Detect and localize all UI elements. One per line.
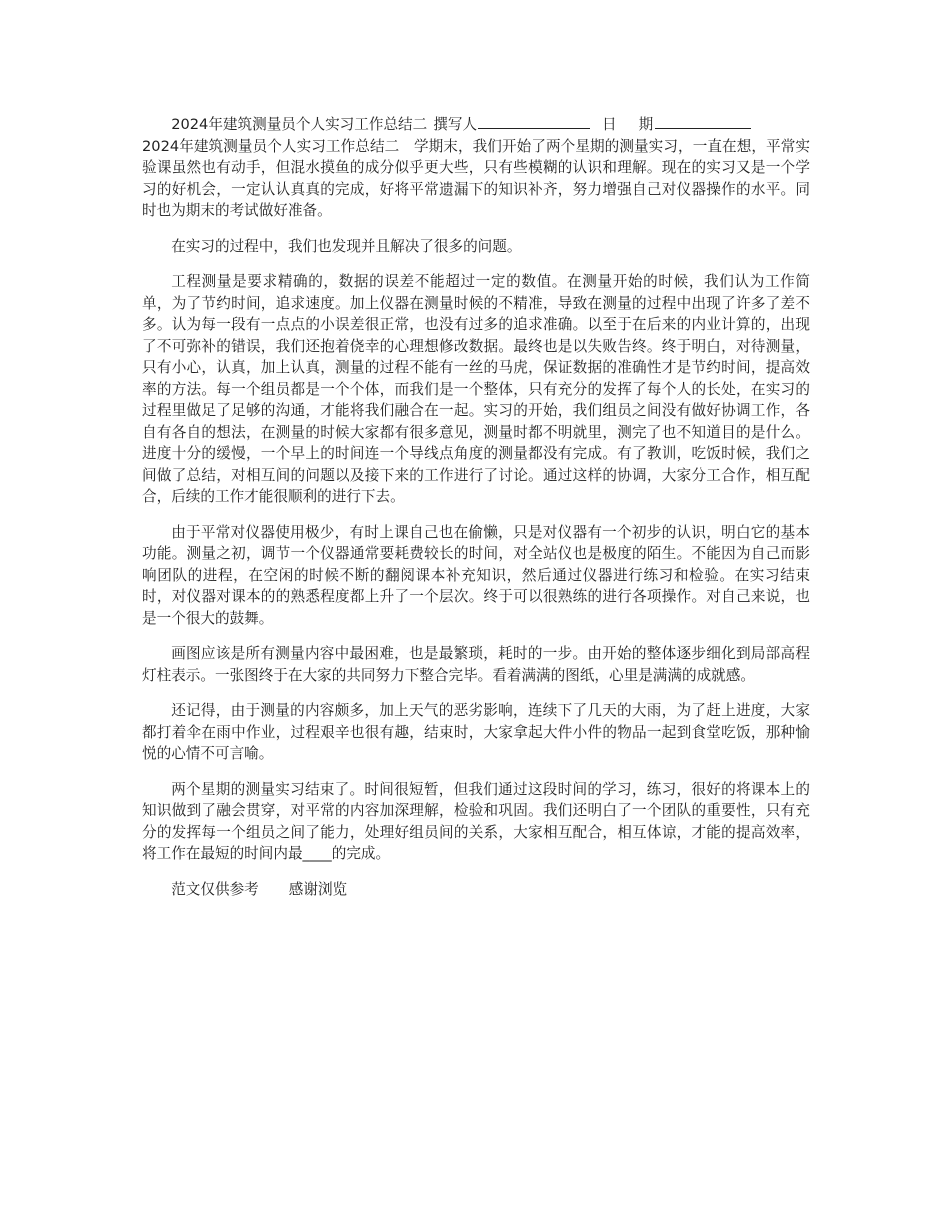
paragraph-precision: 工程测量是要求精确的，数据的误差不能超过一定的数值。在测量开始的时候，我们认为工作简单，为了节约时间，追求速度。加上仪器在测量时候的不精准，导致在测量的过程中出现了许多了差不多。认为每一段有一点点的小误差很正常，也没有过多的追求准确。以至于在后来的内业计算的，出现了不可弥补的错误，我们还抱着侥幸的心理想修改数据。最终也是以失败告终。终于明白，对待测量，只有小心，认真，加上认真，测量的过程不能有一丝的马虎，保证数据的准确性才是节约时间，提高效率的方法。每一个组员都是一个个体，而我们是一个整体，只有充分的发挥了每个人的长处，在实习的过程里做足了足够的沟通，才能将我们融合在一起。实习的开始，我们组员之间没有做好协调工作，各自有各自的想法，在测量的时候大家都有很多意见，测量时都不明就里，测完了也不知道目的是什么。进度十分的缓慢，一个早上的时间连一个导线点角度的测量都没有完成。有了教训，吃饭时候，我们之间做了总结，对相互间的问题以及接下来的工作进行了讨论。通过这样的协调，大家分工合作，相互配合，后续的工作才能很顺利的进行下去。 [142, 273, 810, 505]
author-blank [478, 114, 590, 129]
closing-line [142, 879, 810, 901]
paragraph-drawing: 画图应该是所有测量内容中最困难，也是最繁琐，耗时的一步。由开始的整体逐步细化到局部高程灯柱表示。一张图终于在大家的共同努力下整合完毕。看着满满的图纸，心里是满满的成就感。 [142, 645, 810, 684]
paragraph-problems: 在实习的过程中，我们也发现并且解决了很多的问题。 [171, 237, 522, 255]
document-title: 2024年建筑测量员个人实习工作总结二 [171, 116, 428, 133]
closing-thanks-note: 感谢浏览 [288, 880, 348, 898]
author-label: 撰写人 [433, 116, 478, 133]
document-page [142, 114, 810, 900]
paragraph-instruments: 由于平常对仪器使用极少，有时上课自己也在偷懒，只是对仪器有一个初步的认识，明白它的基本功能。测量之初，调节一个仪器通常要耗费较长的时间，对全站仪也是极度的陌生。不能因为自己而影响团队的进程，在空闲的时候不断的翻阅课本补充知识，然后通过仪器进行练习和检验。在实习结束时，对仪器对课本的的熟悉程度都上升了一个层次。终于可以很熟练的进行各项操作。对自己来说，也是一个很大的鼓舞。 [142, 523, 810, 627]
closing-reference-note: 范文仅供参考 [171, 880, 259, 898]
paragraph-rain: 还记得，由于测量的内容颇多，加上天气的恶劣影响，连续下了几天的大雨，为了赶上进度，大家都打着伞在雨中作业，过程艰辛也很有趣，结束时，大家拿起大件小件的物品一起到食堂吃饭，那种愉悦的心情不可言喻。 [142, 702, 810, 762]
header-line [142, 114, 810, 136]
date-label-char-2: 期 [638, 116, 654, 133]
paragraph-conclusion: 两个星期的测量实习结束了。时间很短暂，但我们通过这段时间的学习，练习，很好的将课本上的知识做到了融会贯穿，对平常的内容加深理解，检验和巩固。我们还明白了一个团队的重要性，只有充分的发挥每一个组员之间了能力，处理好组员间的关系，大家相互配合，相互体谅，才能的提高效率，将工作在最短的时间内最____的完成。 [142, 780, 810, 862]
date-blank [655, 114, 751, 129]
date-label-char-1: 日 [602, 116, 617, 133]
paragraph-intro: 2024年建筑测量员个人实习工作总结二 学期末，我们开始了两个星期的测量实习，一直在想，平常实验课虽然也有动手，但混水摸鱼的成分似乎更大些，只有些模糊的认识和理解。现在的实习又是一个学习的好机会，一定认认真真的完成，好将平常遗漏下的知识补齐，努力增强自己对仪器操作的水平。同时也为期末的考试做好准备。 [142, 137, 810, 219]
